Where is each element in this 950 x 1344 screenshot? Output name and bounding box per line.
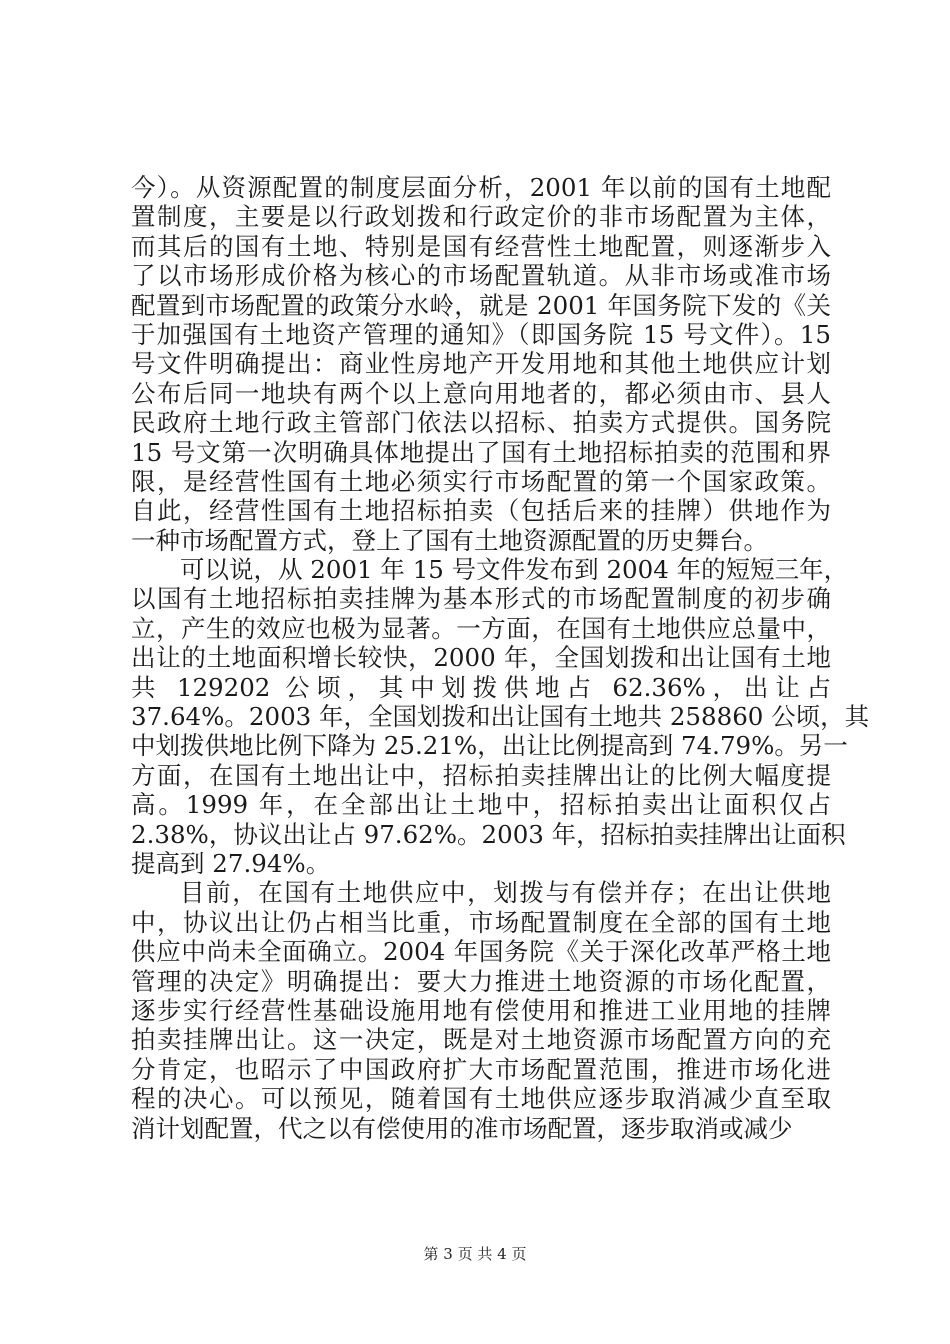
text-line: 以国有土地招标拍卖挂牌为基本形式的市场配置制度的初步确 bbox=[131, 584, 831, 614]
text-line: 目前，在国有土地供应中，划拨与有偿并存；在出让供地 bbox=[180, 878, 831, 908]
text-line: 提高到 27.94%。 bbox=[131, 848, 331, 878]
text-line: 拍卖挂牌出让。这一决定，既是对土地资源市场配置方向的充 bbox=[131, 1025, 831, 1055]
page-footer: 第 3 页 共 4 页 bbox=[423, 1245, 527, 1263]
text-line: 方面，在国有土地出让中，招标拍卖挂牌出让的比例大幅度提 bbox=[131, 760, 831, 790]
text-line: 管理的决定》明确提出：要大力推进土地资源的市场化配置， bbox=[131, 966, 831, 996]
text-line: 高。1999 年，在全部出让土地中，招标拍卖出让面积仅占 bbox=[131, 790, 831, 820]
text-line: 置制度，主要是以行政划拨和行政定价的非市场配置为主体， bbox=[131, 202, 831, 232]
document-body bbox=[131, 173, 870, 1143]
text-line: 逐步实行经营性基础设施用地有偿使用和推进工业用地的挂牌 bbox=[131, 995, 831, 1025]
text-line: 立，产生的效应也极为显著。一方面，在国有土地供应总量中， bbox=[131, 613, 831, 643]
text-line: 于加强国有土地资产管理的通知》（即国务院 15 号文件）。15 bbox=[131, 319, 831, 349]
text-line: 而其后的国有土地、特别是国有经营性土地配置，则逐渐步入 bbox=[131, 231, 831, 261]
text-line: 分肯定，也昭示了中国政府扩大市场配置范围，推进市场化进 bbox=[131, 1054, 831, 1084]
text-line: 15 号文第一次明确具体地提出了国有土地招标拍卖的范围和界 bbox=[131, 437, 831, 467]
paragraph bbox=[131, 173, 831, 555]
text-line: 可以说，从 2001 年 15 号文件发布到 2004 年的短短三年， bbox=[180, 555, 849, 585]
text-line: 共 129202 公顷，其中划拨供地占 62.36%，出让占 bbox=[131, 672, 831, 702]
text-line: 一种市场配置方式，登上了国有土地资源配置的历史舞台。 bbox=[131, 525, 768, 555]
text-line: 中划拨供地比例下降为 25.21%，出让比例提高到 74.79%。另一 bbox=[131, 731, 848, 761]
text-line: 今）。从资源配置的制度层面分析，2001 年以前的国有土地配 bbox=[131, 173, 831, 202]
text-line: 中，协议出让仍占相当比重，市场配置制度在全部的国有土地 bbox=[131, 907, 831, 937]
text-line: 号文件明确提出：商业性房地产开发用地和其他土地供应计划 bbox=[131, 349, 831, 379]
text-line: 出让的土地面积增长较快，2000 年，全国划拨和出让国有土地 bbox=[131, 643, 831, 673]
text-line: 供应中尚未全面确立。2004 年国务院《关于深化改革严格土地 bbox=[131, 937, 831, 967]
text-line: 民政府土地行政主管部门依法以招标、拍卖方式提供。国务院 bbox=[131, 408, 831, 438]
text-line: 37.64%。2003 年，全国划拨和出让国有土地共 258860 公顷，其 bbox=[131, 702, 870, 732]
text-line: 消计划配置，代之以有偿使用的准市场配置，逐步取消或减少 bbox=[131, 1113, 793, 1143]
text-line: 自此，经营性国有土地招标拍卖（包括后来的挂牌）供地作为 bbox=[131, 496, 831, 526]
text-line: 限，是经营性国有土地必须实行市场配置的第一个国家政策。 bbox=[131, 466, 831, 496]
text-line: 公布后同一地块有两个以上意向用地者的，都必须由市、县人 bbox=[131, 378, 831, 408]
text-line: 程的决心。可以预见，随着国有土地供应逐步取消减少直至取 bbox=[131, 1084, 831, 1114]
text-line: 2.38%，协议出让占 97.62%。2003 年，招标拍卖挂牌出让面积 bbox=[131, 819, 846, 849]
paragraph bbox=[131, 878, 831, 1143]
text-line: 了以市场形成价格为核心的市场配置轨道。从非市场或准市场 bbox=[131, 261, 831, 291]
paragraph bbox=[131, 555, 870, 878]
text-line: 配置到市场配置的政策分水岭，就是 2001 年国务院下发的《关 bbox=[131, 290, 831, 320]
